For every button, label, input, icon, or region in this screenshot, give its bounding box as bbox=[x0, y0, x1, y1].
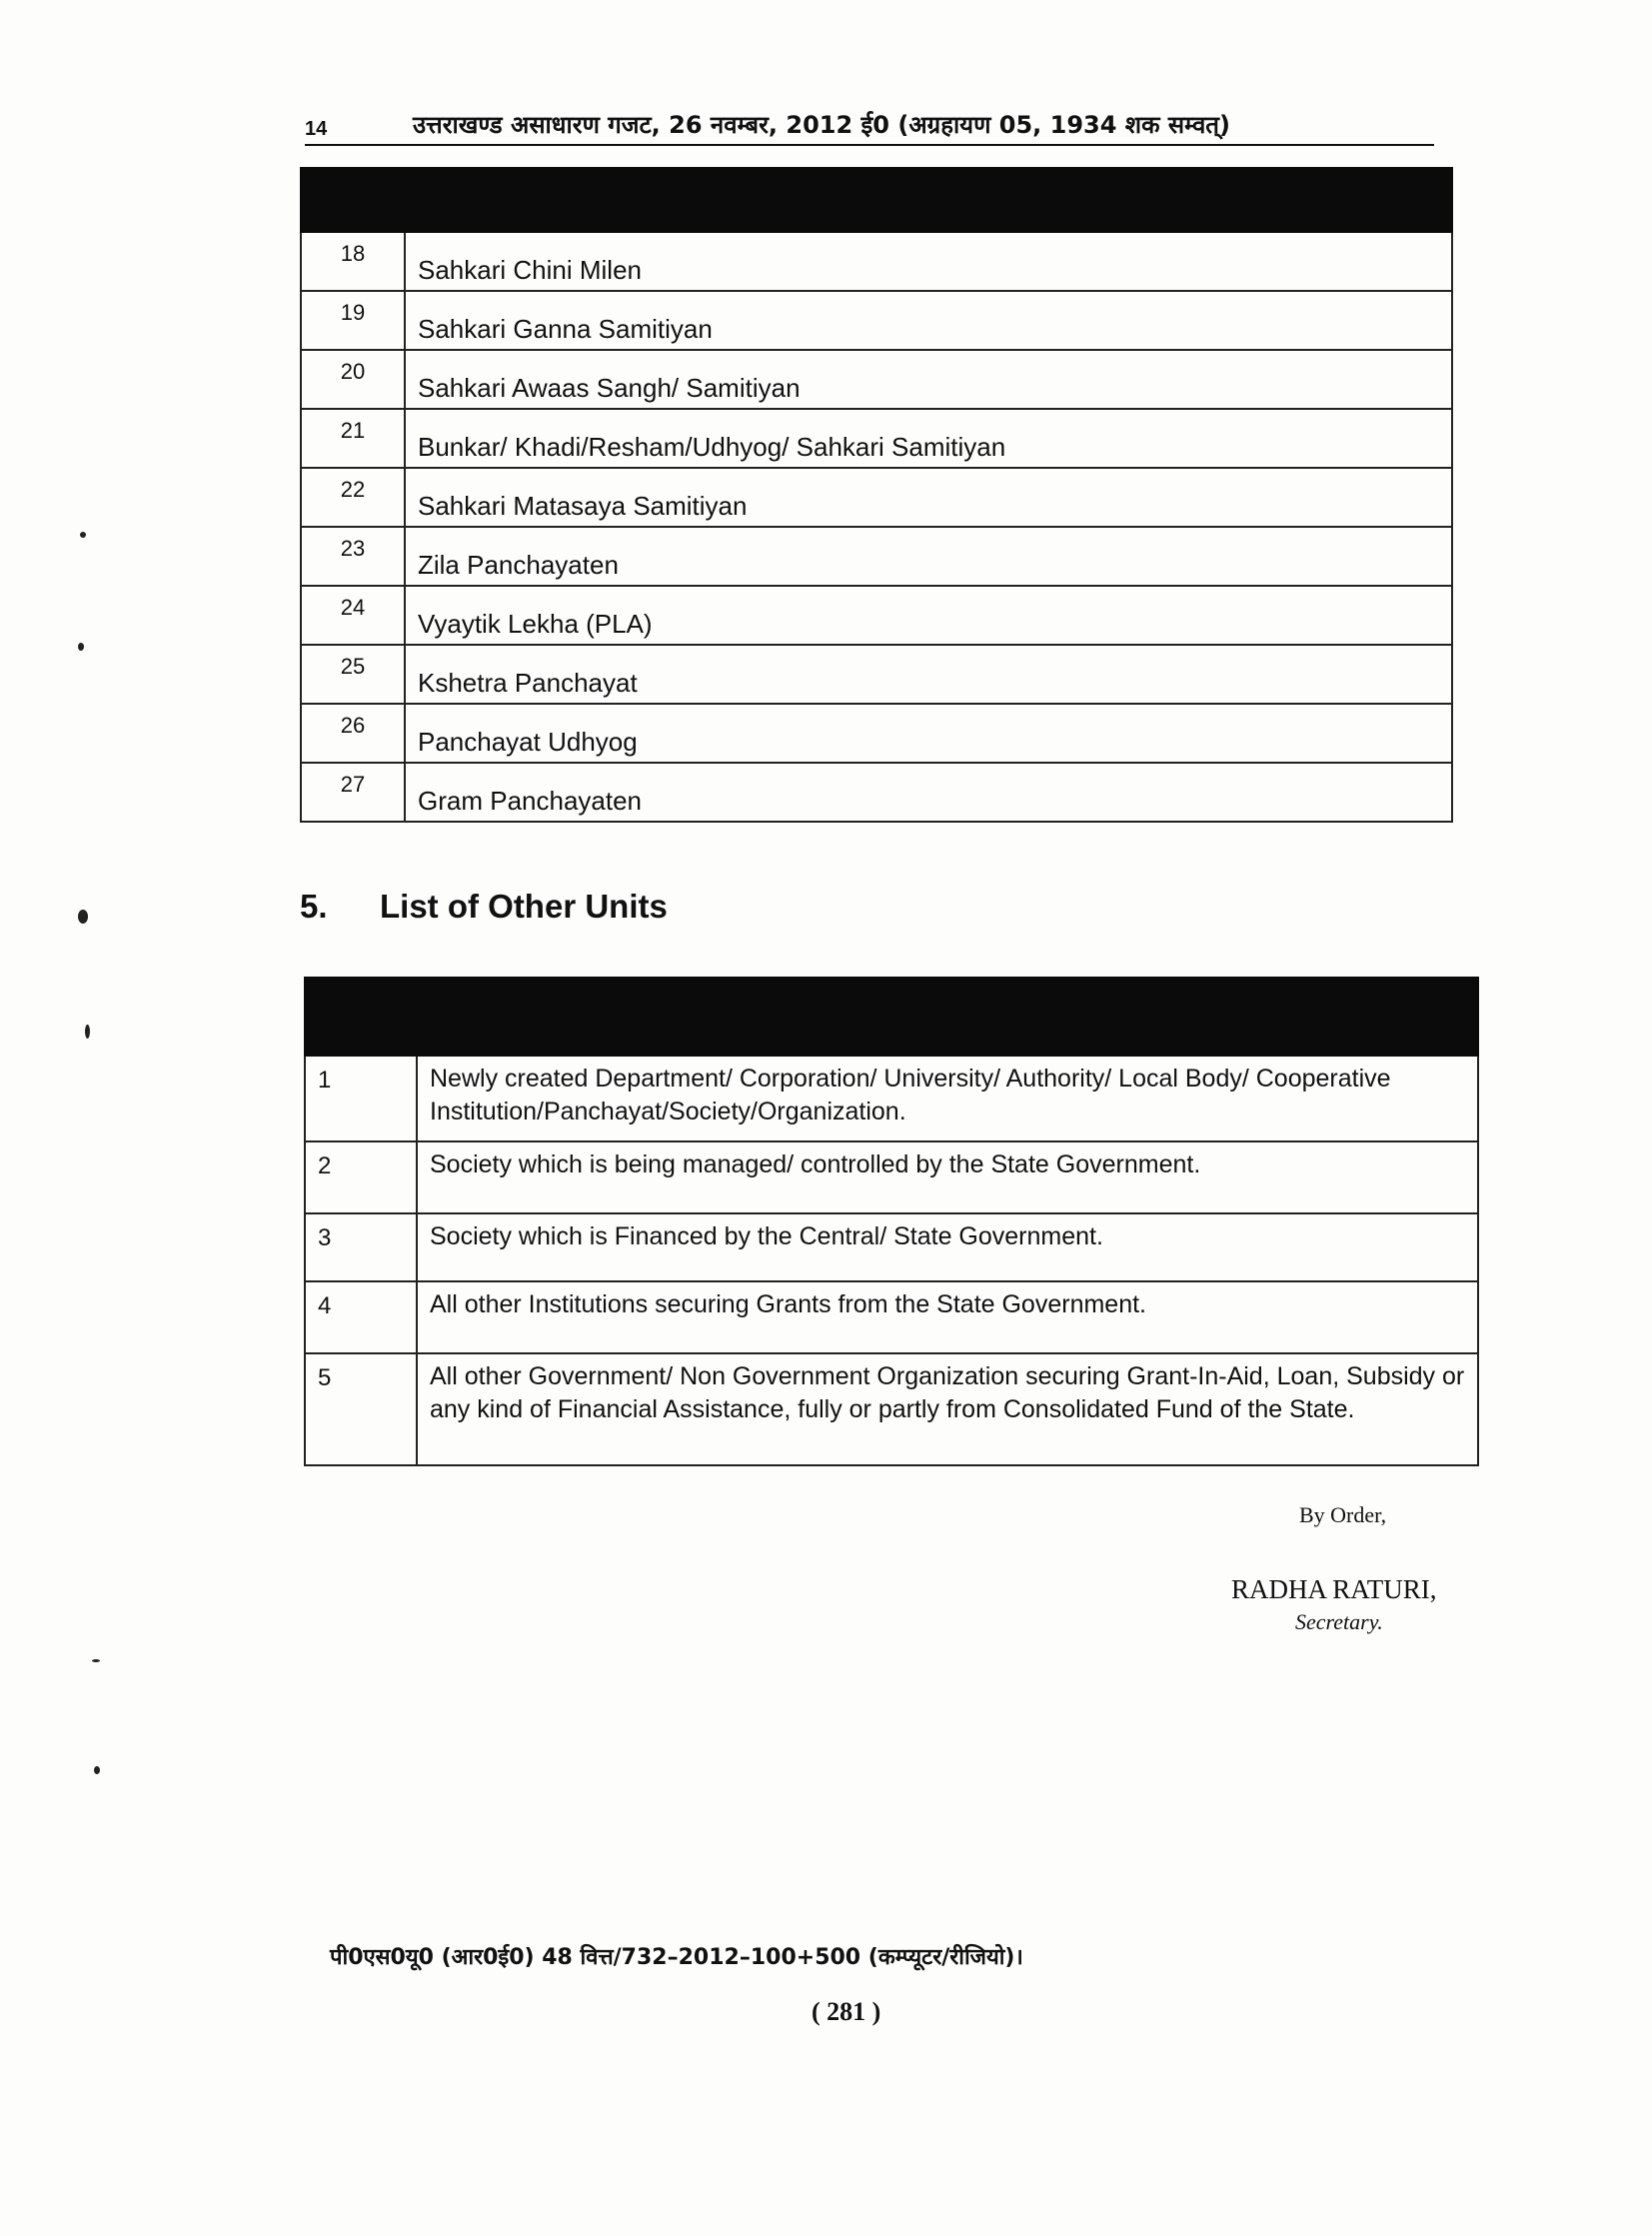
table-row bbox=[301, 586, 1452, 645]
table-header-band bbox=[305, 978, 1478, 1056]
unit-name-cell: Kshetra Panchayat bbox=[405, 645, 1452, 704]
table-row bbox=[301, 468, 1452, 527]
table-row bbox=[301, 704, 1452, 763]
section-number: 5. bbox=[300, 888, 328, 925]
unit-description-cell: Society which is Financed by the Central/ State Government. bbox=[417, 1213, 1478, 1281]
table-row bbox=[301, 763, 1452, 822]
serial-number-cell: 18 bbox=[301, 232, 405, 291]
unit-description-cell: Newly created Department/ Corporation/ University/ Authority/ Local Body/ Cooperative Institution/Panchayat/Society/Organization. bbox=[417, 1056, 1478, 1141]
serial-number-cell: 3 bbox=[305, 1213, 417, 1281]
unit-name-cell: Sahkari Awaas Sangh/ Samitiyan bbox=[405, 350, 1452, 409]
serial-number-cell: 22 bbox=[301, 468, 405, 527]
serial-number-cell: 4 bbox=[305, 1281, 417, 1353]
serial-number-cell: 25 bbox=[301, 645, 405, 704]
table-row bbox=[301, 232, 1452, 291]
table-row bbox=[305, 1353, 1478, 1465]
scan-speck bbox=[78, 910, 88, 924]
gazette-title: उत्तराखण्ड असाधारण गजट, 26 नवम्बर, 2012 ई0 (अग्रहायण 05, 1934 शक सम्वत्) bbox=[413, 111, 1230, 139]
serial-number-cell: 19 bbox=[301, 291, 405, 350]
table-row bbox=[305, 1213, 1478, 1281]
serial-number-cell: 1 bbox=[305, 1056, 417, 1141]
serial-number-cell: 23 bbox=[301, 527, 405, 586]
table-row bbox=[301, 409, 1452, 468]
scan-speck bbox=[92, 1659, 100, 1662]
page-number: 14 bbox=[305, 118, 328, 140]
serial-number-cell: 5 bbox=[305, 1353, 417, 1465]
unit-name-cell: Sahkari Chini Milen bbox=[405, 232, 1452, 291]
table-row bbox=[305, 1281, 1478, 1353]
table-row bbox=[301, 350, 1452, 409]
scan-speck bbox=[85, 1025, 90, 1039]
serial-number-cell: 21 bbox=[301, 409, 405, 468]
serial-number-cell: 26 bbox=[301, 704, 405, 763]
unit-description-cell: Society which is being managed/ controlled by the State Government. bbox=[417, 1141, 1478, 1213]
table-row bbox=[305, 1056, 1478, 1141]
page-footer-number: ( 281 ) bbox=[812, 1997, 881, 2026]
unit-name-cell: Sahkari Matasaya Samitiyan bbox=[405, 468, 1452, 527]
scan-speck bbox=[78, 643, 84, 651]
serial-number-cell: 24 bbox=[301, 586, 405, 645]
unit-name-cell: Panchayat Udhyog bbox=[405, 704, 1452, 763]
signatory-designation: Secretary. bbox=[1295, 1609, 1383, 1634]
table-row bbox=[301, 291, 1452, 350]
unit-name-cell: Gram Panchayaten bbox=[405, 763, 1452, 822]
serial-number-cell: 20 bbox=[301, 350, 405, 409]
list-table-continued bbox=[300, 167, 1453, 823]
gazette-header bbox=[305, 104, 1434, 146]
section-title: List of Other Units bbox=[380, 888, 668, 925]
table-header-band bbox=[301, 168, 1452, 232]
signatory-name: RADHA RATURI, bbox=[1231, 1574, 1437, 1604]
unit-description-cell: All other Government/ Non Government Organization securing Grant-In-Aid, Loan, Subsidy or any kind of Financial Assistance, fully or partly from Consolidated Fund of the State. bbox=[417, 1353, 1478, 1465]
serial-number-cell: 27 bbox=[301, 763, 405, 822]
unit-name-cell: Vyaytik Lekha (PLA) bbox=[405, 586, 1452, 645]
scan-speck bbox=[94, 1766, 100, 1774]
unit-name-cell: Bunkar/ Khadi/Resham/Udhyog/ Sahkari Samitiyan bbox=[405, 409, 1452, 468]
unit-description-cell: All other Institutions securing Grants from the State Government. bbox=[417, 1281, 1478, 1353]
unit-name-cell: Sahkari Ganna Samitiyan bbox=[405, 291, 1452, 350]
table-row bbox=[301, 527, 1452, 586]
scan-speck bbox=[80, 532, 86, 538]
unit-name-cell: Zila Panchayaten bbox=[405, 527, 1452, 586]
print-reference-line: पी0एस0यू0 (आर0ई0) 48 वित्त/732–2012–100+500 (कम्प्यूटर/रीजियो)। bbox=[330, 1945, 1023, 1970]
other-units-table bbox=[304, 977, 1479, 1466]
serial-number-cell: 2 bbox=[305, 1141, 417, 1213]
by-order-text: By Order, bbox=[1299, 1502, 1387, 1527]
section-heading bbox=[300, 888, 668, 926]
table-row bbox=[305, 1141, 1478, 1213]
table-row bbox=[301, 645, 1452, 704]
